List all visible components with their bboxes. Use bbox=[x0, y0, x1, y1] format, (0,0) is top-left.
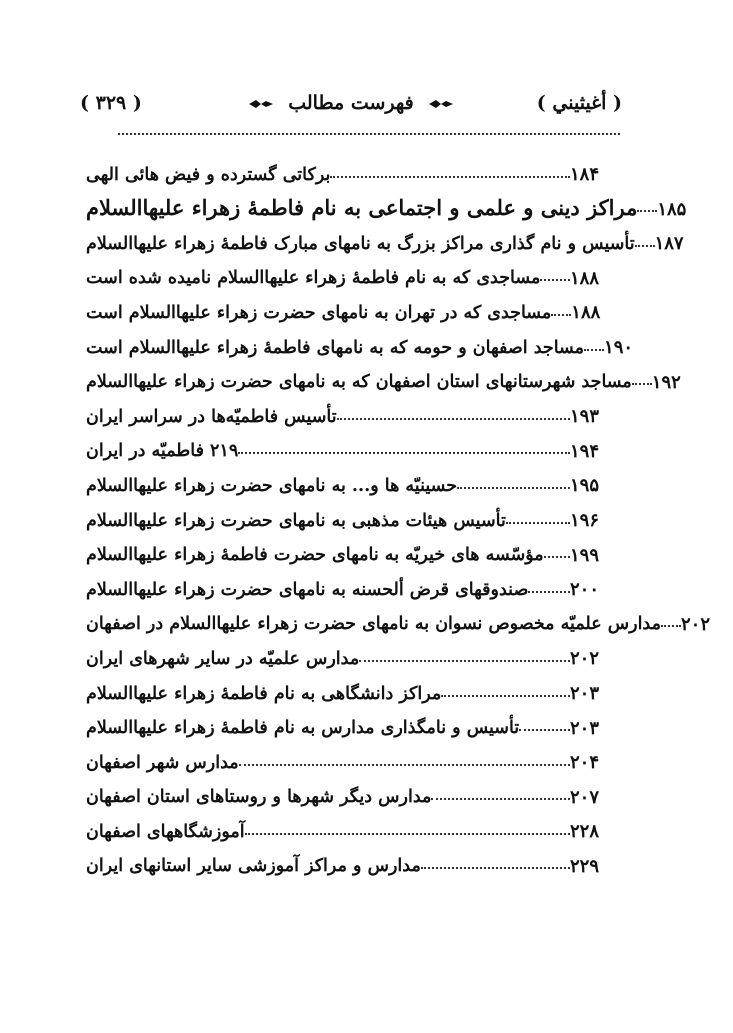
dot-leader bbox=[528, 591, 570, 593]
dot-leader bbox=[457, 487, 570, 489]
toc-entry-title: مدارس علمیّه در سایر شهرهای ایران bbox=[86, 648, 360, 669]
toc-row bbox=[80, 739, 622, 774]
toc-entry-title: مدارس شهر اصفهان bbox=[86, 752, 239, 773]
dot-leader bbox=[584, 349, 604, 351]
toc-page-number: ۲۰۳ bbox=[570, 717, 600, 739]
page-number: ( ۳۲۹ ) bbox=[80, 92, 142, 114]
section-title: فهرست مطالب bbox=[288, 92, 414, 114]
toc-page-number: ۲۰۴ bbox=[570, 752, 600, 774]
toc-row bbox=[80, 843, 622, 878]
toc-entry-title: مساجدی که به نام فاطمهٔ زهراء علیهاالسلام نامیده شده است bbox=[86, 268, 541, 289]
toc-row bbox=[80, 393, 622, 428]
dot-leader bbox=[337, 418, 570, 420]
toc-entry-title: مدارس علمیّه مخصوص نسوان به نامهای حضرت زهراء علیهاالسلام در اصفهان bbox=[86, 614, 661, 635]
toc-entry-title: مراکز دینی و علمی و اجتماعی به نام فاطمهٔ زهراء علیهاالسلام bbox=[86, 195, 638, 220]
toc-entry-title: مدارس دیگر شهرها و روستاهای استان اصفهان bbox=[86, 787, 432, 808]
dot-leader bbox=[421, 867, 570, 869]
toc-entry-title: ۲۱۹ فاطمیّه در ایران bbox=[86, 441, 239, 462]
toc-row bbox=[80, 255, 622, 290]
dot-leader bbox=[359, 660, 570, 662]
toc-entry-title: تأسیس فاطمیّه‌ها در سراسر ایران bbox=[86, 406, 337, 427]
dot-leader bbox=[245, 833, 570, 835]
toc-entry-title: مراکز دانشگاهی به نام فاطمهٔ زهراء علیهاالسلام bbox=[86, 683, 442, 704]
toc-row bbox=[80, 497, 622, 532]
dot-leader bbox=[506, 522, 570, 524]
dot-leader bbox=[519, 729, 570, 731]
toc-row bbox=[80, 220, 684, 255]
table-of-contents bbox=[80, 151, 711, 877]
toc-entry-title: صندوقهای قرض ألحسنه به نامهای حضرت زهراء علیهاالسلام bbox=[86, 579, 529, 600]
toc-page-number: ۱۸۸ bbox=[571, 302, 601, 324]
toc-page-number: ۲۰۲ bbox=[570, 648, 600, 670]
toc-row bbox=[80, 808, 622, 843]
toc-page-number: ۱۸۵ bbox=[657, 198, 687, 220]
page-header bbox=[80, 92, 622, 122]
toc-row bbox=[80, 774, 622, 809]
dot-leader bbox=[632, 383, 652, 385]
toc-page-number: ۱۹۵ bbox=[570, 475, 600, 497]
toc-page-number: ۱۹۶ bbox=[570, 509, 600, 531]
toc-row bbox=[80, 359, 681, 394]
dot-leader bbox=[238, 452, 570, 454]
toc-page-number: ۲۲۸ bbox=[570, 821, 600, 843]
toc-entry-title: مساجدی که در تهران به نامهای حضرت زهراء علیهاالسلام است bbox=[86, 302, 552, 323]
dot-leader bbox=[637, 210, 657, 212]
toc-row bbox=[80, 324, 634, 359]
dot-leader bbox=[441, 695, 570, 697]
toc-row bbox=[80, 635, 622, 670]
book-title: ( أغيثيني ) bbox=[536, 92, 622, 114]
toc-entry-title: برکاتی گسترده و فیض هائی الهی bbox=[86, 164, 331, 185]
toc-page-number: ۲۰۷ bbox=[570, 786, 600, 808]
toc-row bbox=[80, 428, 622, 463]
dot-leader bbox=[551, 314, 571, 316]
toc-page-number: ۲۲۹ bbox=[570, 855, 600, 877]
dot-leader bbox=[544, 556, 570, 558]
toc-page-number: ۱۹۰ bbox=[604, 336, 634, 358]
dot-leader bbox=[330, 176, 570, 178]
toc-page-number: ۲۰۰ bbox=[570, 579, 600, 601]
toc-page-number: ۲۰۲ bbox=[681, 613, 711, 635]
toc-entry-title: مساجد شهرستانهای استان اصفهان که به نامهای حضرت زهراء علیهاالسلام bbox=[86, 372, 632, 393]
toc-row bbox=[80, 151, 622, 186]
toc-entry-title: مؤسّسه های خیریّه به نامهای حضرت فاطمهٔ زهراء علیهاالسلام bbox=[86, 545, 544, 566]
toc-page-number: ۱۹۳ bbox=[570, 406, 600, 428]
toc-entry-title: تأسیس و نام گذاری مراکز بزرگ به نامهای مبارک فاطمهٔ زهراء علیهاالسلام bbox=[86, 233, 635, 254]
toc-row bbox=[80, 289, 622, 324]
dot-leader bbox=[635, 245, 655, 247]
toc-row bbox=[80, 186, 687, 221]
toc-entry-title: تأسیس و نامگذاری مدارس به نام فاطمهٔ زهراء علیهاالسلام bbox=[86, 718, 520, 739]
toc-page-number: ۱۸۴ bbox=[570, 164, 600, 185]
toc-page-number: ۲۰۳ bbox=[570, 682, 600, 704]
ornament-left-icon bbox=[248, 99, 274, 109]
toc-page-number: ۱۹۴ bbox=[570, 440, 600, 462]
toc-page-number: ۱۸۷ bbox=[654, 233, 684, 255]
toc-row bbox=[80, 705, 622, 740]
running-head bbox=[80, 92, 622, 114]
dot-leader bbox=[661, 625, 681, 627]
toc-entry-title: تأسیس هیئات مذهبی به نامهای حضرت زهراء علیهاالسلام bbox=[86, 510, 506, 531]
toc-page-number: ۱۹۹ bbox=[570, 544, 600, 566]
ornament-right-icon bbox=[428, 99, 454, 109]
toc-row bbox=[80, 601, 711, 636]
toc-row bbox=[80, 566, 622, 601]
toc-row bbox=[80, 670, 622, 705]
toc-row bbox=[80, 532, 622, 567]
toc-entry-title: مساجد اصفهان و حومه که به نامهای فاطمهٔ زهراء علیهاالسلام است bbox=[86, 337, 585, 358]
toc-entry-title: آموزشگاههای اصفهان bbox=[86, 821, 245, 842]
dot-leader bbox=[431, 798, 570, 800]
toc-page-number: ۱۸۸ bbox=[570, 267, 600, 289]
toc-entry-title: حسینیّه ها و... به نامهای حضرت زهراء علیهاالسلام bbox=[86, 475, 458, 496]
toc-page-number: ۱۹۲ bbox=[651, 371, 681, 393]
toc-entry-title: مدارس و مراکز آموزشی سایر استانهای ایران bbox=[86, 856, 421, 877]
header-divider bbox=[118, 133, 620, 135]
dot-leader bbox=[239, 764, 570, 766]
dot-leader bbox=[540, 279, 570, 281]
toc-row bbox=[80, 462, 622, 497]
